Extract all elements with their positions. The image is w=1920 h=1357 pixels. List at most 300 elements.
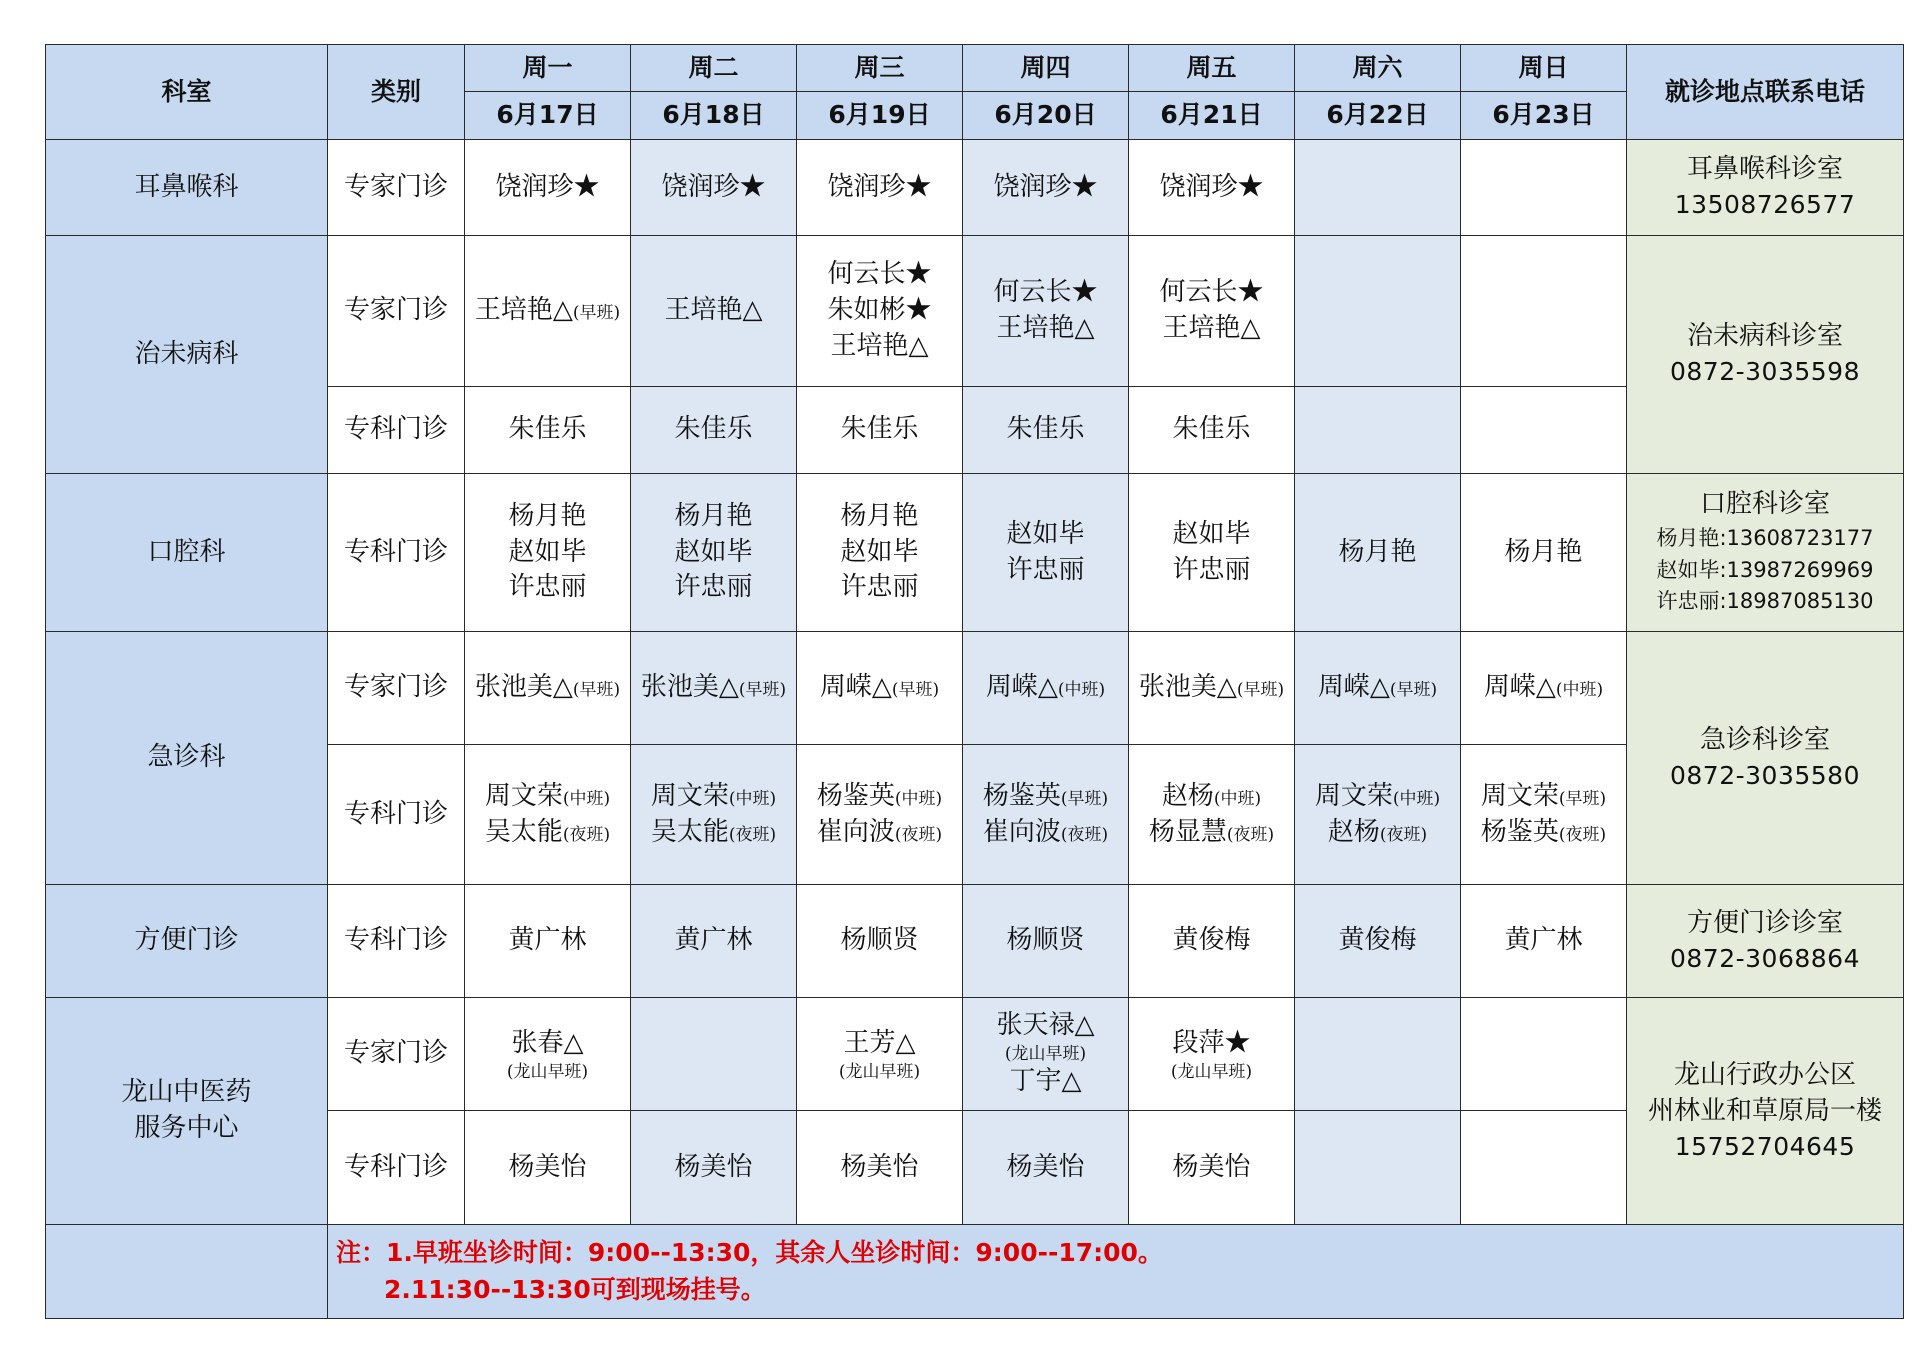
clinic-category: 专家门诊 bbox=[328, 632, 465, 745]
shift-label: (中班) bbox=[1392, 788, 1441, 809]
doctor-entry bbox=[1297, 670, 1458, 706]
doctor-cell bbox=[963, 998, 1129, 1111]
clinic-category: 专科门诊 bbox=[328, 1111, 465, 1225]
doctor-name: 朱佳乐 bbox=[840, 414, 919, 445]
doctor-name: 许忠丽 bbox=[674, 572, 753, 603]
shift-label: (夜班) bbox=[1379, 824, 1428, 845]
doctor-cell bbox=[1461, 885, 1627, 998]
note-line-2: 2.11:30--13:30可到现场挂号。 bbox=[384, 1274, 766, 1304]
header-day: 周三 bbox=[797, 45, 963, 92]
shift-label: (早班) bbox=[1236, 680, 1285, 701]
doctor-cell bbox=[797, 745, 963, 885]
header-date: 6月22日 bbox=[1295, 92, 1461, 140]
doctor-entry bbox=[467, 1026, 628, 1062]
doctor-cell bbox=[465, 632, 631, 745]
clinic-category: 专科门诊 bbox=[328, 387, 465, 474]
doctor-cell bbox=[797, 474, 963, 632]
shift-label: (夜班) bbox=[894, 824, 943, 845]
department-name-line: 耳鼻喉科 bbox=[134, 171, 239, 202]
phone-entry bbox=[1629, 586, 1901, 618]
doctor-entry bbox=[1131, 1150, 1292, 1186]
doctor-name: 杨美怡 bbox=[1006, 1151, 1085, 1182]
doctor-name: 周文荣 bbox=[484, 780, 563, 811]
doctor-entry bbox=[799, 779, 960, 815]
doctor-entry bbox=[467, 535, 628, 571]
doctor-entry bbox=[799, 570, 960, 606]
header-date: 6月19日 bbox=[797, 92, 963, 140]
doctor-cell bbox=[1461, 1111, 1627, 1225]
doctor-entry bbox=[799, 293, 960, 329]
doctor-cell bbox=[631, 998, 797, 1111]
phone-owner: 许忠丽: bbox=[1656, 589, 1727, 614]
doctor-cell bbox=[465, 885, 631, 998]
clinic-category: 专科门诊 bbox=[328, 885, 465, 998]
doctor-entry bbox=[1131, 553, 1292, 589]
doctor-cell bbox=[797, 885, 963, 998]
doctor-entry bbox=[633, 170, 794, 206]
doctor-entry bbox=[467, 570, 628, 606]
note-line-1: 注：1.早班坐诊时间：9:00--13:30，其余人坐诊时间：9:00--17:00。 bbox=[336, 1238, 1163, 1268]
header-dept: 科室 bbox=[46, 45, 328, 140]
phone-number: 0872-3035580 bbox=[1670, 760, 1860, 790]
doctor-entry bbox=[1297, 923, 1458, 959]
doctor-cell bbox=[963, 387, 1129, 474]
department-name bbox=[46, 885, 328, 998]
shift-label: (中班) bbox=[1057, 680, 1106, 701]
doctor-name: 朱佳乐 bbox=[674, 414, 753, 445]
header-date: 6月21日 bbox=[1129, 92, 1295, 140]
doctor-entry bbox=[467, 815, 628, 851]
doctor-cell bbox=[797, 387, 963, 474]
doctor-name: 朱佳乐 bbox=[1006, 414, 1085, 445]
contact-cell bbox=[1627, 236, 1904, 474]
doctor-name: 何云长★ bbox=[993, 277, 1098, 308]
shift-label: (中班) bbox=[562, 788, 611, 809]
shift-label: (早班) bbox=[738, 680, 787, 701]
doctor-name: 杨美怡 bbox=[674, 1151, 753, 1182]
contact-cell bbox=[1627, 885, 1904, 998]
doctor-name: 杨鉴英 bbox=[816, 780, 895, 811]
doctor-cell bbox=[465, 236, 631, 387]
notes-cell bbox=[328, 1225, 1904, 1319]
doctor-cell bbox=[963, 885, 1129, 998]
doctor-cell bbox=[1129, 998, 1295, 1111]
doctor-name: 饶润珍★ bbox=[993, 171, 1098, 202]
doctor-name: 饶润珍★ bbox=[495, 171, 600, 202]
doctor-entry bbox=[1131, 275, 1292, 311]
doctor-entry bbox=[799, 535, 960, 571]
doctor-cell bbox=[631, 632, 797, 745]
doctor-name: 张天禄△ bbox=[996, 1009, 1095, 1040]
doctor-cell bbox=[1129, 387, 1295, 474]
doctor-cell bbox=[465, 140, 631, 236]
doctor-name: 赵如毕 bbox=[674, 536, 753, 567]
shift-note: (龙山早班) bbox=[1004, 1043, 1087, 1064]
doctor-name: 赵如毕 bbox=[1006, 518, 1085, 549]
schedule-row bbox=[46, 885, 1904, 998]
doctor-entry bbox=[965, 1008, 1126, 1044]
doctor-cell bbox=[1129, 236, 1295, 387]
department-name-line: 口腔科 bbox=[147, 536, 226, 567]
doctor-name: 杨美怡 bbox=[1172, 1151, 1251, 1182]
department-name bbox=[46, 998, 328, 1225]
doctor-name: 许忠丽 bbox=[508, 572, 587, 603]
doctor-name: 周嵘△ bbox=[1483, 672, 1556, 703]
phone-number: 15752704645 bbox=[1674, 1131, 1856, 1161]
doctor-name: 崔向波 bbox=[982, 816, 1061, 847]
doctor-name: 黄广林 bbox=[674, 925, 753, 956]
notes-blank bbox=[46, 1225, 328, 1319]
doctor-entry bbox=[799, 329, 960, 365]
shift-label: (早班) bbox=[572, 680, 621, 701]
doctor-entry bbox=[965, 815, 1126, 851]
doctor-name: 赵如毕 bbox=[508, 536, 587, 567]
shift-label: (早班) bbox=[1060, 788, 1109, 809]
department-name-line: 服务中心 bbox=[134, 1113, 239, 1143]
doctor-cell bbox=[465, 1111, 631, 1225]
shift-label: (中班) bbox=[728, 788, 777, 809]
doctor-cell bbox=[1461, 998, 1627, 1111]
doctor-entry bbox=[1131, 311, 1292, 347]
doctor-name: 何云长★ bbox=[1159, 277, 1264, 308]
doctor-cell bbox=[1295, 387, 1461, 474]
doctor-name: 杨鉴英 bbox=[982, 780, 1061, 811]
doctor-entry bbox=[965, 779, 1126, 815]
doctor-name: 黄广林 bbox=[508, 925, 587, 956]
header-row-days bbox=[46, 45, 1904, 92]
phone-number: 13987269969 bbox=[1726, 557, 1874, 582]
header-contact: 就诊地点联系电话 bbox=[1627, 45, 1904, 140]
phone-number: 13608723177 bbox=[1726, 526, 1874, 551]
schedule-row bbox=[46, 474, 1904, 632]
doctor-entry bbox=[799, 499, 960, 535]
clinic-room: 治未病科诊室 bbox=[1686, 321, 1843, 352]
doctor-entry bbox=[799, 815, 960, 851]
clinic-category: 专科门诊 bbox=[328, 745, 465, 885]
doctor-name: 崔向波 bbox=[816, 816, 895, 847]
header-day: 周四 bbox=[963, 45, 1129, 92]
doctor-name: 赵杨 bbox=[1327, 816, 1380, 847]
doctor-entry bbox=[799, 170, 960, 206]
doctor-entry bbox=[1131, 670, 1292, 706]
doctor-name: 赵如毕 bbox=[1172, 518, 1251, 549]
doctor-name: 张池美△ bbox=[474, 672, 573, 703]
doctor-entry bbox=[633, 815, 794, 851]
doctor-name: 张池美△ bbox=[640, 672, 739, 703]
doctor-entry bbox=[965, 1150, 1126, 1186]
doctor-name: 周嵘△ bbox=[985, 672, 1058, 703]
doctor-entry bbox=[965, 311, 1126, 347]
doctor-cell bbox=[963, 745, 1129, 885]
doctor-entry bbox=[1297, 815, 1458, 851]
shift-note: (龙山早班) bbox=[1170, 1061, 1253, 1082]
schedule-table bbox=[45, 44, 1904, 1319]
doctor-entry bbox=[1463, 815, 1624, 851]
doctor-name: 许忠丽 bbox=[840, 572, 919, 603]
clinic-room: 急诊科诊室 bbox=[1699, 724, 1830, 755]
doctor-entry bbox=[965, 553, 1126, 589]
department-name bbox=[46, 140, 328, 236]
doctor-entry bbox=[633, 1150, 794, 1186]
shift-label: (早班) bbox=[891, 680, 940, 701]
doctor-entry bbox=[633, 499, 794, 535]
doctor-name: 黄俊梅 bbox=[1338, 925, 1417, 956]
doctor-entry bbox=[1131, 412, 1292, 448]
doctor-cell bbox=[631, 885, 797, 998]
doctor-name: 周嵘△ bbox=[819, 672, 892, 703]
doctor-name: 朱佳乐 bbox=[508, 414, 587, 445]
doctor-name: 王芳△ bbox=[843, 1027, 916, 1058]
doctor-entry bbox=[467, 293, 628, 329]
doctor-entry bbox=[799, 1026, 960, 1062]
doctor-cell bbox=[631, 387, 797, 474]
doctor-entry bbox=[633, 535, 794, 571]
doctor-cell bbox=[465, 387, 631, 474]
shift-label: (中班) bbox=[894, 788, 943, 809]
shift-label: (夜班) bbox=[1060, 824, 1109, 845]
doctor-entry bbox=[799, 670, 960, 706]
doctor-entry bbox=[633, 570, 794, 606]
shift-label: (早班) bbox=[1389, 680, 1438, 701]
doctor-cell bbox=[1461, 632, 1627, 745]
doctor-entry bbox=[799, 257, 960, 293]
doctor-name: 朱如彬★ bbox=[827, 295, 932, 326]
doctor-cell bbox=[1129, 140, 1295, 236]
header-day: 周日 bbox=[1461, 45, 1627, 92]
phone-owner: 赵如毕: bbox=[1656, 557, 1727, 582]
doctor-name: 许忠丽 bbox=[1006, 554, 1085, 585]
doctor-cell bbox=[1461, 745, 1627, 885]
doctor-name: 朱佳乐 bbox=[1172, 414, 1251, 445]
doctor-name: 周文荣 bbox=[650, 780, 729, 811]
doctor-entry bbox=[965, 1064, 1126, 1100]
doctor-cell bbox=[1295, 1111, 1461, 1225]
doctor-name: 周文荣 bbox=[1480, 780, 1559, 811]
doctor-cell bbox=[963, 236, 1129, 387]
shift-label: (中班) bbox=[1213, 788, 1262, 809]
department-name-line: 治未病科 bbox=[134, 338, 239, 369]
doctor-cell bbox=[465, 474, 631, 632]
doctor-cell bbox=[963, 474, 1129, 632]
header-category: 类别 bbox=[328, 45, 465, 140]
doctor-entry bbox=[633, 293, 794, 329]
doctor-cell bbox=[1295, 745, 1461, 885]
phone-entry bbox=[1629, 523, 1901, 555]
doctor-cell bbox=[1295, 632, 1461, 745]
doctor-name: 杨月艳 bbox=[1504, 536, 1583, 567]
doctor-name: 王培艳△ bbox=[664, 295, 763, 326]
doctor-name: 杨美怡 bbox=[508, 1151, 587, 1182]
header-day: 周六 bbox=[1295, 45, 1461, 92]
doctor-entry bbox=[467, 670, 628, 706]
schedule-row bbox=[46, 140, 1904, 236]
doctor-cell bbox=[1461, 236, 1627, 387]
clinic-room: 州林业和草原局一楼 bbox=[1647, 1095, 1882, 1126]
header-date: 6月23日 bbox=[1461, 92, 1627, 140]
doctor-entry bbox=[965, 412, 1126, 448]
doctor-name: 杨顺贤 bbox=[1006, 925, 1085, 956]
doctor-cell bbox=[465, 998, 631, 1111]
clinic-category: 专家门诊 bbox=[328, 998, 465, 1111]
doctor-entry bbox=[633, 923, 794, 959]
doctor-cell bbox=[963, 140, 1129, 236]
header-date: 6月17日 bbox=[465, 92, 631, 140]
doctor-name: 段萍★ bbox=[1172, 1027, 1251, 1058]
doctor-cell bbox=[1295, 885, 1461, 998]
doctor-cell bbox=[631, 140, 797, 236]
department-name-line: 龙山中医药 bbox=[121, 1077, 252, 1108]
doctor-cell bbox=[1295, 998, 1461, 1111]
department-name bbox=[46, 632, 328, 885]
doctor-name: 张池美△ bbox=[1138, 672, 1237, 703]
doctor-cell bbox=[1295, 236, 1461, 387]
doctor-cell bbox=[797, 632, 963, 745]
phone-number: 18987085130 bbox=[1726, 589, 1874, 614]
doctor-name: 杨鉴英 bbox=[1480, 816, 1559, 847]
doctor-entry bbox=[467, 779, 628, 815]
doctor-entry bbox=[965, 670, 1126, 706]
doctor-cell bbox=[797, 236, 963, 387]
doctor-entry bbox=[1297, 535, 1458, 571]
doctor-entry bbox=[965, 275, 1126, 311]
doctor-cell bbox=[465, 745, 631, 885]
schedule-row bbox=[46, 236, 1904, 387]
doctor-cell bbox=[1461, 474, 1627, 632]
doctor-name: 王培艳△ bbox=[474, 295, 573, 326]
doctor-entry bbox=[1131, 779, 1292, 815]
doctor-cell bbox=[1295, 474, 1461, 632]
doctor-cell bbox=[797, 140, 963, 236]
header-day: 周五 bbox=[1129, 45, 1295, 92]
department-name-line: 急诊科 bbox=[147, 742, 226, 773]
schedule-row bbox=[46, 632, 1904, 745]
doctor-name: 王培艳△ bbox=[830, 330, 929, 361]
shift-label: (夜班) bbox=[562, 824, 611, 845]
clinic-room: 耳鼻喉科诊室 bbox=[1686, 154, 1843, 185]
doctor-name: 杨月艳 bbox=[508, 500, 587, 531]
doctor-name: 周嵘△ bbox=[1317, 672, 1390, 703]
header-date: 6月18日 bbox=[631, 92, 797, 140]
doctor-cell bbox=[631, 745, 797, 885]
doctor-entry bbox=[1131, 517, 1292, 553]
doctor-cell bbox=[963, 1111, 1129, 1225]
doctor-cell bbox=[1129, 1111, 1295, 1225]
doctor-name: 吴太能 bbox=[650, 816, 729, 847]
doctor-name: 许忠丽 bbox=[1172, 554, 1251, 585]
phone-number: 0872-3068864 bbox=[1670, 943, 1860, 973]
doctor-entry bbox=[799, 412, 960, 448]
header-day: 周二 bbox=[631, 45, 797, 92]
doctor-cell bbox=[1129, 885, 1295, 998]
doctor-cell bbox=[1129, 474, 1295, 632]
doctor-name: 饶润珍★ bbox=[827, 171, 932, 202]
doctor-entry bbox=[467, 412, 628, 448]
doctor-entry bbox=[965, 170, 1126, 206]
doctor-cell bbox=[1129, 632, 1295, 745]
shift-label: (夜班) bbox=[1558, 824, 1607, 845]
doctor-entry bbox=[633, 779, 794, 815]
shift-note: (龙山早班) bbox=[838, 1061, 921, 1082]
doctor-name: 黄广林 bbox=[1504, 925, 1583, 956]
header-day: 周一 bbox=[465, 45, 631, 92]
contact-cell bbox=[1627, 632, 1904, 885]
clinic-room: 方便门诊诊室 bbox=[1686, 907, 1843, 938]
doctor-name: 赵如毕 bbox=[840, 536, 919, 567]
header-date: 6月20日 bbox=[963, 92, 1129, 140]
doctor-entry bbox=[467, 499, 628, 535]
doctor-entry bbox=[965, 517, 1126, 553]
doctor-entry bbox=[1131, 170, 1292, 206]
contact-cell bbox=[1627, 998, 1904, 1225]
doctor-cell bbox=[1461, 140, 1627, 236]
doctor-name: 王培艳△ bbox=[996, 313, 1095, 343]
doctor-name: 饶润珍★ bbox=[1159, 171, 1264, 202]
doctor-entry bbox=[1463, 923, 1624, 959]
shift-label: (夜班) bbox=[728, 824, 777, 845]
doctor-entry bbox=[633, 412, 794, 448]
doctor-name: 王培艳△ bbox=[1162, 313, 1261, 343]
clinic-category: 专家门诊 bbox=[328, 236, 465, 387]
doctor-name: 杨显慧 bbox=[1148, 816, 1227, 847]
doctor-entry bbox=[799, 923, 960, 959]
doctor-name: 丁宇△ bbox=[1009, 1066, 1082, 1097]
doctor-cell bbox=[1129, 745, 1295, 885]
phone-owner: 杨月艳: bbox=[1656, 526, 1727, 551]
doctor-name: 赵杨 bbox=[1161, 780, 1214, 811]
department-name bbox=[46, 236, 328, 474]
shift-note: (龙山早班) bbox=[506, 1061, 589, 1082]
doctor-cell bbox=[797, 998, 963, 1111]
doctor-name: 何云长★ bbox=[827, 259, 932, 290]
doctor-name: 杨月艳 bbox=[1338, 536, 1417, 567]
doctor-entry bbox=[1131, 1026, 1292, 1062]
phone-number: 13508726577 bbox=[1674, 190, 1856, 220]
doctor-name: 杨美怡 bbox=[840, 1151, 919, 1182]
doctor-entry bbox=[965, 923, 1126, 959]
doctor-name: 杨顺贤 bbox=[840, 925, 919, 956]
doctor-name: 饶润珍★ bbox=[661, 171, 766, 202]
doctor-entry bbox=[1463, 670, 1624, 706]
phone-entry bbox=[1629, 555, 1901, 587]
doctor-entry bbox=[1297, 779, 1458, 815]
doctor-cell bbox=[631, 474, 797, 632]
doctor-name: 张春△ bbox=[511, 1027, 584, 1058]
clinic-room: 龙山行政办公区 bbox=[1673, 1059, 1856, 1090]
doctor-entry bbox=[1463, 535, 1624, 571]
doctor-cell bbox=[1461, 387, 1627, 474]
doctor-entry bbox=[467, 923, 628, 959]
phone-number: 0872-3035598 bbox=[1670, 357, 1860, 387]
doctor-cell bbox=[1295, 140, 1461, 236]
clinic-room: 口腔科诊室 bbox=[1699, 489, 1830, 520]
doctor-cell bbox=[631, 236, 797, 387]
doctor-name: 黄俊梅 bbox=[1172, 925, 1251, 956]
contact-cell bbox=[1627, 474, 1904, 632]
shift-label: (早班) bbox=[1558, 788, 1607, 809]
doctor-entry bbox=[1131, 815, 1292, 851]
doctor-entry bbox=[799, 1150, 960, 1186]
doctor-name: 杨月艳 bbox=[674, 500, 753, 531]
department-name-line: 方便门诊 bbox=[134, 925, 239, 956]
contact-cell bbox=[1627, 140, 1904, 236]
notes-row bbox=[46, 1225, 1904, 1319]
shift-label: (中班) bbox=[1555, 680, 1604, 701]
shift-label: (夜班) bbox=[1226, 824, 1275, 845]
doctor-entry bbox=[1131, 923, 1292, 959]
doctor-cell bbox=[963, 632, 1129, 745]
doctor-name: 周文荣 bbox=[1314, 780, 1393, 811]
clinic-category: 专家门诊 bbox=[328, 140, 465, 236]
